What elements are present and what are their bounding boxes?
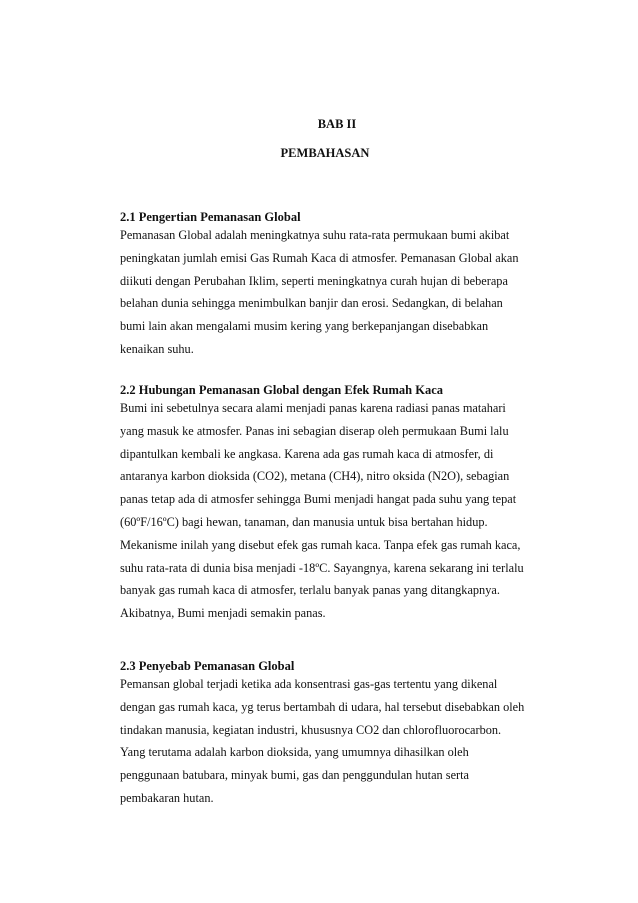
paragraph-line: dengan gas rumah kaca, yg terus bertambah di udara, hal tersebut disebabkan oleh [120, 699, 525, 714]
section-heading: 2.3 Penyebab Pemanasan Global [120, 659, 295, 673]
paragraph-line: panas tetap ada di atmosfer sehingga Bumi menjadi hangat pada suhu yang tepat [120, 492, 517, 507]
paragraph-line: pembakaran hutan. [120, 790, 214, 805]
paragraph-line: kenaikan suhu. [120, 341, 194, 356]
paragraph-line: Pemansan global terjadi ketika ada konsentrasi gas-gas tertentu yang dikenal [120, 677, 498, 691]
paragraph-line: banyak gas rumah kaca di atmosfer, terlalu banyak panas yang ditangkapnya. [120, 583, 500, 598]
paragraph-line: penggunaan batubara, minyak bumi, gas dan penggundulan hutan serta [120, 768, 469, 783]
section-2-1 [120, 206, 570, 361]
section-2-2 [120, 379, 570, 625]
paragraph-line: (60ºF/16ºC) bagi hewan, tanaman, dan manusia untuk bisa bertahan hidup. [120, 514, 488, 529]
paragraph-line: suhu rata-rata di dunia bisa menjadi -18ºC. Sayangnya, karena sekarang ini terlalu [120, 560, 524, 575]
paragraph-line: Akibatnya, Bumi menjadi semakin panas. [120, 606, 326, 621]
section-2-3 [120, 655, 570, 810]
paragraph-line: Yang terutama adalah karbon dioksida, yang umumnya dihasilkan oleh [120, 745, 469, 760]
paragraph-line: dipantulkan kembali ke angkasa. Karena ada gas rumah kaca di atmosfer, di [120, 446, 494, 461]
paragraph-line: antaranya karbon dioksida (CO2), metana (CH4), nitro oksida (N2O), sebagian [120, 469, 510, 484]
paragraph-line: peningkatan jumlah emisi Gas Rumah Kaca di atmosfer. Pemanasan Global akan [120, 250, 519, 265]
paragraph-line: tindakan manusia, kegiatan industri, khususnya CO2 dan chlorofluorocarbon. [120, 722, 502, 737]
section-heading: 2.2 Hubungan Pemanasan Global dengan Efek Rumah Kaca [120, 383, 443, 397]
chapter-title: PEMBAHASAN [280, 146, 370, 160]
paragraph-line: Mekanisme inilah yang disebut efek gas rumah kaca. Tanpa efek gas rumah kaca, [120, 537, 521, 552]
paragraph-line: yang masuk ke atmosfer. Panas ini sebagian diserap oleh permukaan Bumi lalu [120, 423, 509, 438]
paragraph-line: belahan dunia sehingga menimbulkan banjir dan erosi. Sedangkan, di belahan [120, 296, 503, 311]
chapter-label: BAB II [317, 117, 357, 131]
paragraph-line: Pemanasan Global adalah meningkatnya suhu rata-rata permukaan bumi akibat [120, 228, 510, 242]
paragraph-line: bumi lain akan mengalami musim kering yang berkepanjangan disebabkan [120, 319, 489, 334]
paragraph-line: diikuti dengan Perubahan Iklim, seperti meningkatnya curah hujan di beberapa [120, 273, 508, 288]
section-heading: 2.1 Pengertian Pemanasan Global [120, 210, 301, 224]
paragraph-line: Bumi ini sebetulnya secara alami menjadi panas karena radiasi panas matahari [120, 401, 506, 415]
